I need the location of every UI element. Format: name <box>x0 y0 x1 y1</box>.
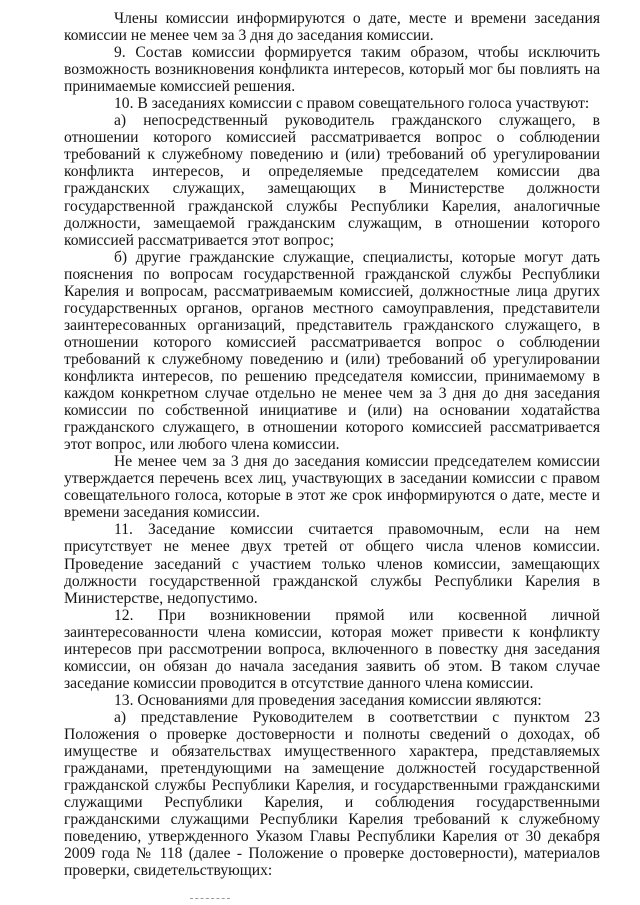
paragraph-10: 10. В заседаниях комиссии с правом совещательного голоса участвуют: <box>114 95 590 113</box>
scan-artifact-mark <box>190 898 230 901</box>
paragraph-commission-notification: Члены комиссии информируются о дате, месте и времени заседания комиссии не менее чем за 3 дня до заседания комиссии. <box>64 10 600 45</box>
paragraph-11: 11. Заседание комиссии считается правомочным, если на нем присутствует не менее двух третей от общего числа членов комиссии. Проведение заседаний с участием только членов комиссии, замещающих должности государственной гражданской службы Республики Карелия в Министерстве, недопустимо. <box>64 521 600 607</box>
paragraph-10-b: б) другие гражданские служащие, специалисты, которые могут дать пояснения по вопросам государственной гражданской службы Республики Карелия и вопросам, рассматриваемым комиссией, должностные лица других государственных органов, органов местного самоуправления, представители заинтересованных организаций, представитель гражданского служащего, в отношении которого комиссией рассматривается вопрос о соблюдении требований к служебному поведению и (или) требований об урегулировании конфликта интересов, по решению председателя комиссии, принимаемому в каждом конкретном случае отдельно не менее чем за 3 дня до дня заседания комиссии по собственной инициативе и (или) на основании ходатайства гражданского служащего, в отношении которого комиссией рассматривается этот вопрос, или любого члена комиссии. <box>64 248 600 454</box>
paragraph-participants-list: Не менее чем за 3 дня до заседания комиссии председателем комиссии утверждается перечень всех лиц, участвующих в заседании комиссии с правом совещательного голоса, которые в этот же срок информируются о дате, месте и времени заседания комиссии. <box>64 453 600 522</box>
paragraph-10-a: а) непосредственный руководитель гражданского служащего, в отношении которого комиссией рассматривается вопрос о соблюдении требований к служебному поведению и (или) требований об урегулировании конфликта интересов, и определяемые председателем комиссии два гражданских служащих, замещающих в Министерстве должности государственной гражданской службы Республики Карелия, аналогичные должности, замещаемой гражданским служащим, в отношении которого комиссией рассматривается этот вопрос; <box>64 112 600 249</box>
paragraph-9: 9. Состав комиссии формируется таким образом, чтобы исключить возможность возникновения конфликта интересов, который мог бы повлиять на принимаемые комиссией решения. <box>64 44 600 96</box>
paragraph-13-a: а) представление Руководителем в соответствии с пунктом 23 Положения о проверке достоверности и полноты сведений о доходах, об имуществе и обязательствах имущественного характера, представляемых гражданами, претендующими на замещение должностей государственной гражданской службы Республики Карелия, и государственными гражданскими служащими Республики Карелия, и соблюдения государственными гражданскими служащими Республики Карелия требований к служебному поведению, утвержденного Указом Главы Республики Карелия от 30 декабря 2009 года № 118 (далее - Положение о проверке достоверности), материалов проверки, свидетельствующих: <box>64 708 600 880</box>
document-body <box>64 10 600 879</box>
paragraph-13: 13. Основаниями для проведения заседания комиссии являются: <box>114 691 542 709</box>
paragraph-12: 12. При возникновении прямой или косвенной личной заинтересованности члена комиссии, которая может привести к конфликту интересов при рассмотрении вопроса, включенного в повестку дня заседания комиссии, он обязан до начала заседания заявить об этом. В таком случае заседание комиссии проводится в отсутствие данного члена комиссии. <box>64 606 600 692</box>
